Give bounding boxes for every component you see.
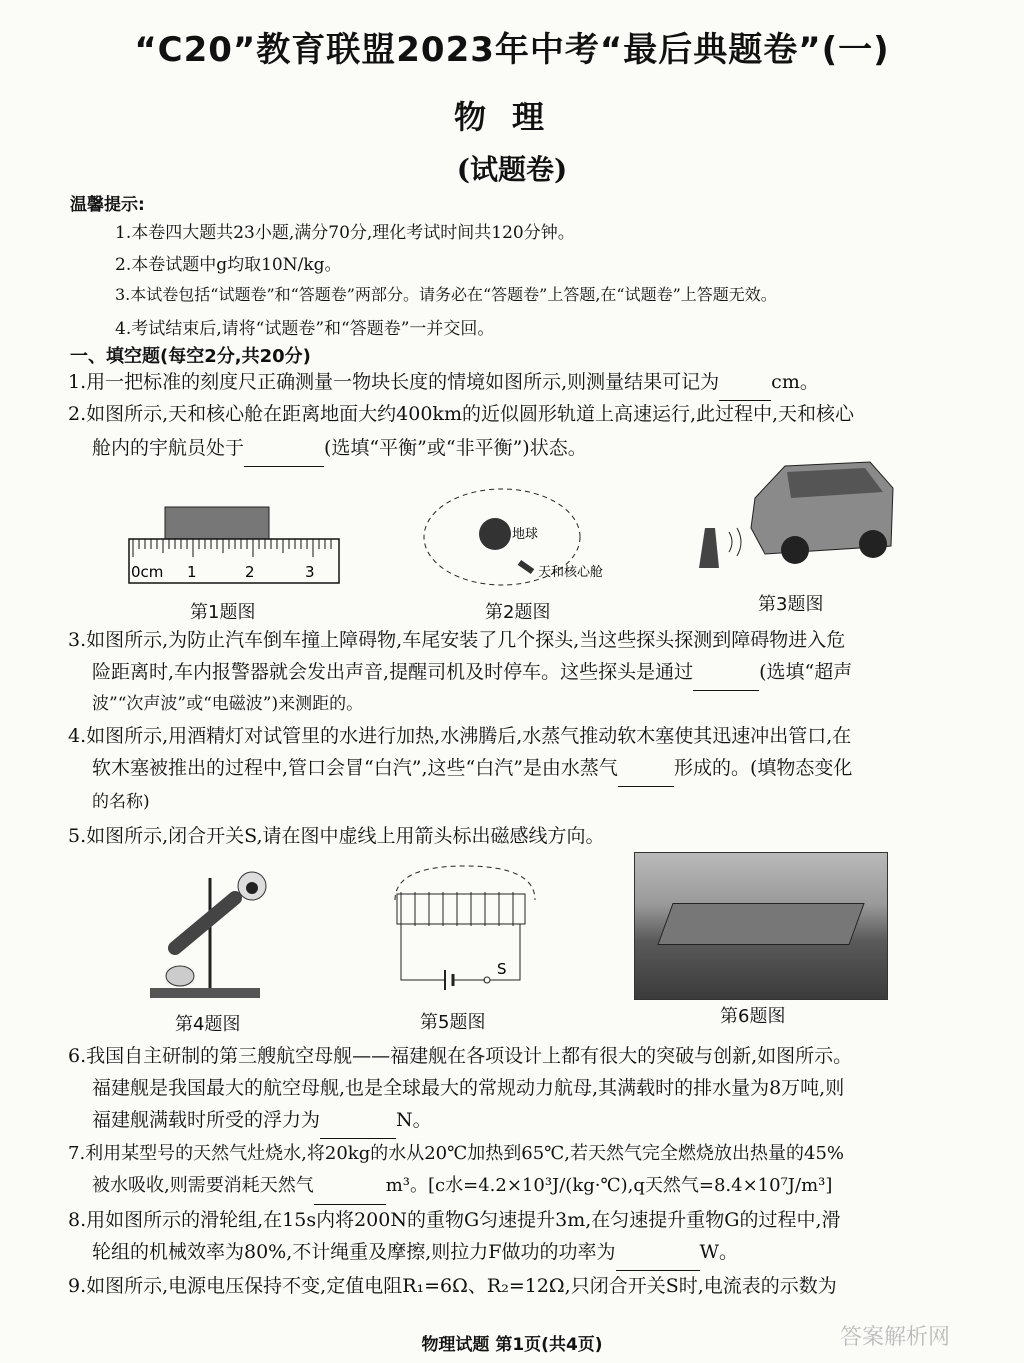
figure-6-caption: 第6题图: [720, 1006, 786, 1027]
q3-line2-end: (选填“超声: [759, 661, 853, 683]
earth-globe: [479, 518, 511, 550]
q8-line2: 轮组的机械效率为80%,不计绳重及摩擦,则拉力F做功的功率为: [92, 1241, 616, 1263]
question-4-cont: [92, 750, 972, 787]
q3-line2: 险距离时,车内报警器就会发出声音,提醒司机及时停车。这些探头是通过: [92, 661, 694, 683]
measured-block: [165, 507, 269, 539]
exam-title: “C20”教育联盟2023年中考“最后典题卷”(一): [134, 30, 890, 70]
figure-1-caption: 第1题图: [190, 602, 256, 623]
figure-4-caption: 第4题图: [175, 1014, 241, 1035]
tips-heading: 温馨提示:: [70, 195, 145, 215]
solenoid-core: [397, 894, 525, 924]
q2-line2: 舱内的宇航员处于: [92, 437, 245, 459]
answer-blank: [314, 1168, 386, 1205]
question-3: [68, 622, 968, 658]
magnetic-field-line: [395, 866, 535, 900]
tip-item: 1.本卷四大题共23小题,满分70分,理化考试时间共120分钟。: [115, 223, 575, 243]
tip-item: 4.考试结束后,请将“试题卷”和“答题卷”一并交回。: [115, 319, 495, 339]
q4-line2: 软木塞被推出的过程中,管口会冒“白汽”,这些“白汽”是由水蒸气: [92, 757, 618, 779]
q2-line1: 2.如图所示,天和核心舱在距离地面大约400km的近似圆形轨道上高速运行,此过程中,天和核心: [68, 403, 855, 425]
figure-2-caption: 第2题图: [485, 602, 551, 623]
watermark-logo: 答案解析网: [840, 1325, 951, 1350]
q1-text: 1.用一把标准的刻度尺正确测量一物块长度的情境如图所示,则测量结果可记为: [68, 371, 720, 393]
page-footer: 物理试题 第1页(共4页): [421, 1335, 603, 1355]
q4-line2-end: 形成的。(填物态变化: [673, 757, 853, 779]
q8-line2-end: W。: [699, 1241, 739, 1263]
figure-3-caption: 第3题图: [758, 594, 824, 615]
circuit-wire: [401, 924, 445, 980]
question-7: 7.利用某型号的天然气灶烧水,将20kg的水从20℃加热到65℃,若天然气完全燃烧放出热量的45%: [68, 1143, 845, 1164]
paper-part: (试题卷): [456, 153, 568, 186]
answer-blank: [616, 1234, 700, 1271]
question-6: 6.我国自主研制的第三艘航空母舰——福建舰在各项设计上都有很大的突破与创新,如图所示。: [68, 1045, 853, 1067]
question-5: 5.如图所示,闭合开关S,请在图中虚线上用箭头标出磁感线方向。: [68, 825, 605, 847]
space-station-icon: [518, 560, 535, 574]
ruler-ticks: [133, 539, 331, 557]
tip-item: 3.本试卷包括“试题卷”和“答题卷”两部分。请务必在“答题卷”上答题,在“试题卷”上答题无效。: [115, 285, 777, 304]
car-figure: [695, 458, 915, 588]
car-wheel: [781, 536, 809, 564]
answer-blank: [320, 1102, 396, 1139]
section-heading: 一、填空题(每空2分,共20分): [70, 346, 311, 367]
figure-5-caption: 第5题图: [420, 1012, 486, 1033]
alcohol-lamp: [166, 966, 194, 986]
q4-line1: 4.如图所示,用酒精灯对试管里的水进行加热,水沸腾后,水蒸气推动软木塞使其迅速冲出管口,在: [68, 725, 852, 747]
tick-label: 1: [187, 563, 197, 581]
stand-base: [150, 988, 260, 998]
q2-line2-end: (选填“平衡”或“非平衡”)状态。: [324, 437, 587, 459]
q6-line3: 福建舰满载时所受的浮力为: [92, 1109, 321, 1131]
sound-wave-icon: [729, 528, 741, 556]
question-2: [68, 396, 968, 432]
q7-line2-end: m³。[c水=4.2×10³J/(kg·℃),q天然气=8.4×10⁷J/m³]: [385, 1175, 833, 1196]
question-7-cont: [92, 1168, 972, 1205]
aircraft-carrier-photo: [634, 852, 888, 1000]
tick-label: 0cm: [131, 563, 164, 581]
answer-blank: [244, 430, 324, 467]
subject-title: 物理: [453, 98, 570, 136]
question-8: 8.用如图所示的滑轮组,在15s内将200N的重物G匀速提升3m,在匀速提升重物G的过程中,滑: [68, 1209, 841, 1231]
carrier-deck: [657, 903, 864, 945]
ruler-figure: [125, 495, 350, 595]
answer-blank: [618, 750, 674, 787]
station-label: 天和核心舱: [538, 565, 604, 580]
orbit-figure: [420, 482, 620, 592]
q4-line3: 的名称): [92, 792, 150, 812]
q3-line1: 3.如图所示,为防止汽车倒车撞上障碍物,车尾安装了几个探头,当这些探头探测到障碍物进入危: [68, 629, 846, 651]
question-8-cont: [92, 1234, 972, 1271]
question-4: [68, 718, 968, 754]
question-6-cont: [92, 1102, 972, 1139]
q6-line3-end: N。: [396, 1109, 432, 1131]
tip-item: 2.本卷试题中g均取10N/kg。: [115, 255, 342, 275]
switch-label: S: [497, 960, 507, 978]
q6-line2: 福建舰是我国最大的航空母舰,也是全球最大的常规动力航母,其满载时的排水量为8万吨,则: [92, 1077, 845, 1099]
test-tube-figure: [140, 858, 290, 1008]
question-9: 9.如图所示,电源电压保持不变,定值电阻R₁=6Ω、R₂=12Ω,只闭合开关S时,电流表的示数为: [68, 1275, 837, 1297]
solenoid-figure: [375, 860, 555, 1000]
q3-line3: 波”“次声波”或“电磁波”)来测距的。: [92, 694, 364, 714]
tick-label: 2: [245, 563, 255, 581]
earth-label: 地球: [512, 527, 539, 542]
car-wheel: [859, 530, 887, 558]
traffic-cone-icon: [699, 528, 719, 568]
test-tube: [175, 898, 235, 948]
coil-windings: [401, 892, 513, 926]
q7-line2: 被水吸收,则需要消耗天然气: [92, 1175, 314, 1196]
tick-label: 3: [305, 563, 315, 581]
cork-stopper: [246, 882, 258, 894]
q1-unit: cm。: [771, 371, 819, 393]
